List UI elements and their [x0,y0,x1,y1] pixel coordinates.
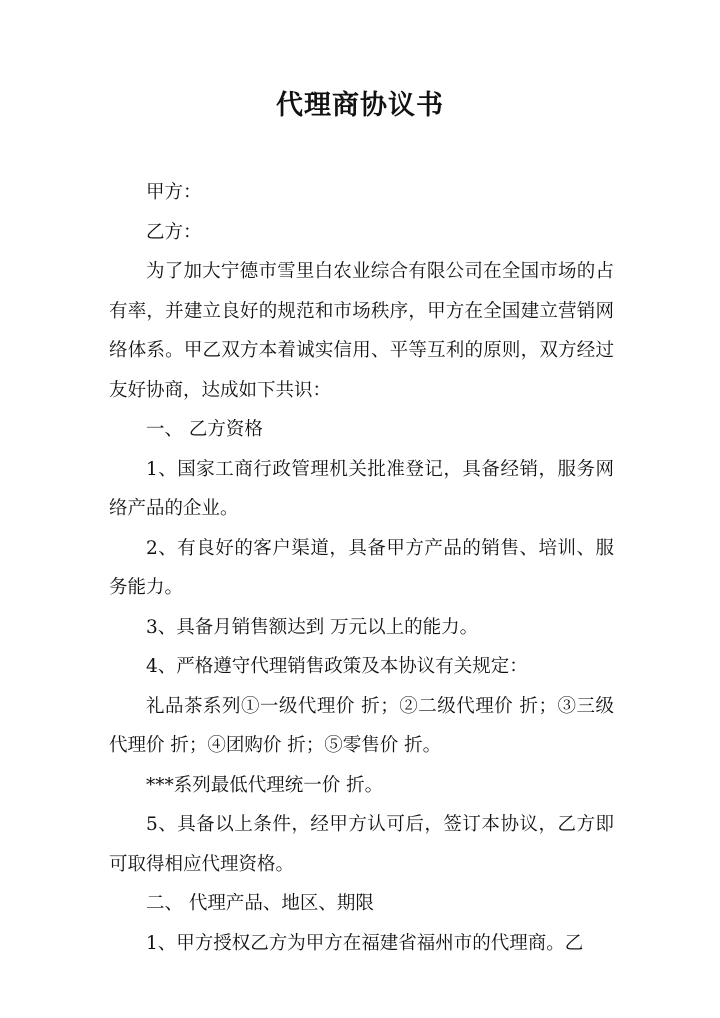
document-body [109,173,614,963]
clause-3: 3、具备月销售额达到 万元以上的能力。 [146,616,479,638]
party-b-line: 乙方： [146,221,202,243]
clause-5: 5、具备以上条件，经甲方认可后，签订本协议，乙方即可取得相应代理资格。 [109,814,614,875]
clause-1: 1、国家工商行政管理机关批准登记，具备经销，服务网络产品的企业。 [109,458,614,519]
clause-2: 2、有良好的客户渠道，具备甲方产品的销售、培训、服务能力。 [109,537,614,598]
clause-4: 4、严格遵守代理销售政策及本协议有关规定： [146,656,528,677]
section-heading-products: 二、 代理产品、地区、期限 [146,893,374,914]
products-clause-1: 1、甲方授权乙方为甲方在福建省福州市的代理商。乙 [146,932,584,954]
series-min-price: ***系列最低代理统一价 折。 [146,774,384,796]
preamble-paragraph: 为了加大宁德市雪里白农业综合有限公司在全国市场的占有率，并建立良好的规范和市场秩序，甲方在全国建立营销网络体系。甲乙双方本着诚实信用、平等互利的原则，双方经过友好协商，达成如下共识： [109,261,614,401]
document-title: 代理商协议书 [276,90,444,121]
gift-tea-pricing: 礼品茶系列①一级代理价 折；②二级代理价 折；③三级代理价 折；④团购价 折；⑤零售价 折。 [109,695,614,756]
section-heading-qualification: 一、 乙方资格 [146,419,263,440]
party-a-line: 甲方： [146,182,202,203]
